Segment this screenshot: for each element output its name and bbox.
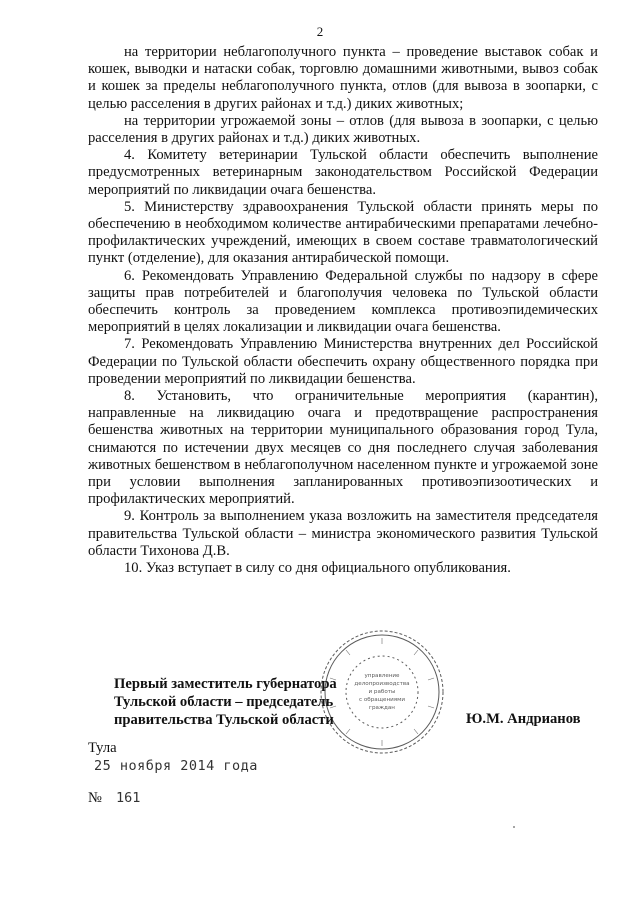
paragraph-item-10: 10. Указ вступает в силу со дня официального опубликования. (124, 560, 511, 577)
signatory-title (114, 675, 374, 729)
seal-line: делопроизводства (354, 681, 410, 687)
seal-line: граждан (369, 705, 395, 711)
paragraph-item-6: 6. Рекомендовать Управлению Федеральной службы по надзору в сфере защиты прав потребителей и благополучия человека по Тульской области обеспечить контроль за проведением комплекса противоэпидемических мероприятий в целях локализации и ликвидации очага бешенства. (88, 267, 598, 336)
number-sign: № (88, 790, 102, 806)
signatory-title-line: правительства Тульской области (114, 712, 334, 728)
seal-line: управление (364, 673, 400, 679)
document-body (88, 44, 598, 577)
place-of-signing: Тула (88, 740, 117, 756)
signatory-title-line: Тульской области – председатель (114, 694, 334, 710)
paragraph-item-8: 8. Установить, что ограничительные мероприятия (карантин), направленные на ликвидацию очага и предотвращение распространения бешенства животных на территории муниципального образования город Тула, снимаются по истечении двух месяцев со дня последнего случая заболевания животных бешенством в неблагополучном населенном пункте и угрожаемой зоне при условии выполнения запланированных противоэпизоотических и профилактических мероприятий. (88, 388, 598, 508)
signatory-name: Ю.М. Андрианов (466, 711, 581, 727)
seal-line: с обращениями (359, 697, 405, 703)
scan-speck (513, 826, 515, 828)
paragraph-item-9: 9. Контроль за выполнением указа возложить на заместителя председателя правительства Тульской области – министра экономического развития Тульской области Тихонова Д.В. (88, 508, 598, 559)
paragraph-restrictions-threatened-zone: на территории угрожаемой зоны – отлов (для вывоза в зоопарки, с целью расселения в других районах и т.д.) диких животных. (88, 112, 598, 147)
decree-number: 161 (115, 790, 141, 806)
seal-line: и работы (368, 689, 396, 695)
paragraph-restrictions-unsafe-point: на территории неблагополучного пункта – проведение выставок собак и кошек, выводки и натаски собак, торговлю домашними животными, вывоз собак и кошек за пределы неблагополучного пункта, отлов (для вывоза в зоопарки, с целью расселения в других районах и т.д.) диких животных; (88, 44, 598, 112)
paragraph-item-7: 7. Рекомендовать Управлению Министерства внутренних дел Российской Федерации по Тульской области обеспечить охрану общественного порядка при проведении мероприятий по ликвидации бешенства. (88, 336, 598, 387)
decree-number-line (88, 790, 140, 807)
page-number: 2 (316, 24, 324, 39)
signatory-title-line: Первый заместитель губернатора (114, 676, 337, 692)
paragraph-item-4: 4. Комитету ветеринарии Тульской области обеспечить выполнение предусмотренных ветеринарным законодательством Российской Федерации мероприятий по ликвидации очага бешенства. (88, 147, 598, 198)
signing-date: 25 ноября 2014 года (94, 758, 258, 774)
paragraph-item-5: 5. Министерству здравоохранения Тульской области принять меры по обеспечению в необходимом количестве антирабическими препаратами лечебно-профилактических учреждений, имеющих в своем составе травматологический пункт (отделение), для оказания антирабической помощи. (88, 198, 598, 267)
